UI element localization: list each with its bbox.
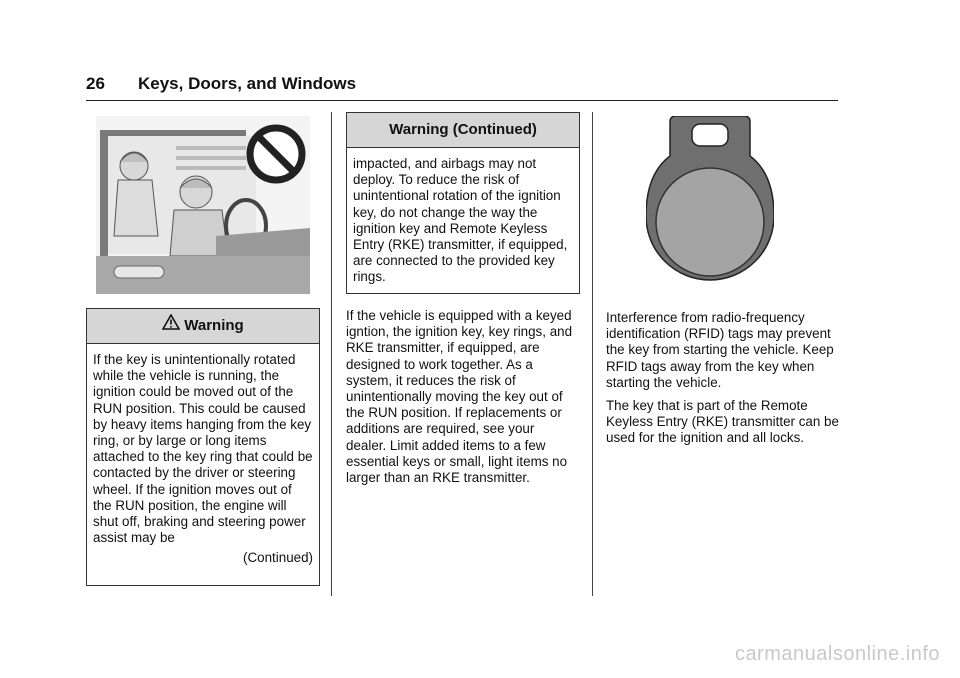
warning-continued: (Continued): [243, 550, 313, 566]
rfid-text: [606, 310, 842, 454]
warning-body: If the key is unintentionally rotated while the vehicle is running, the ignition could be moved out of the RUN position. This could be caused by heavy items hanging from the key ring, or by large or long items attached to the key ring that could be contacted by the driver or steering wheel. If the ignition moves out of the RUN position, the engine will shut off, braking and steering power assist may be: [93, 352, 313, 546]
rke-key-paragraph: The key that is part of the Remote Keyless Entry (RKE) transmitter can be used for the ignition and all locks.: [606, 398, 839, 446]
column-divider-right: [592, 112, 593, 596]
rfid-key-fob-illustration: [646, 116, 774, 296]
ignition-key-paragraph: If the vehicle is equipped with a keyed igntion, the ignition key, key rings, and RKE transmitter, if equipped, are designed to work together. As a system, it reduces the risk of unintentionally moving the key out of the RUN position. If replacements or additions are required, see your dealer. Limit added items to a few essential keys or small, light items no larger than an RKE transmitter.: [346, 308, 573, 486]
warning-title-text: Warning: [184, 317, 244, 334]
page-header: [86, 72, 838, 101]
page-number: 26: [86, 74, 105, 93]
warning-box: [86, 308, 320, 586]
warning-triangle-icon: [162, 309, 180, 343]
warning-continued-body: impacted, and airbags may not deploy. To reduce the risk of unintentional rotation of the ignition key, do not change the way the ignition key and Remote Keyless Entry (RKE) transmitter, if equipped, are connected to the provided key rings.: [353, 156, 568, 285]
section-title: Keys, Doors, and Windows: [138, 74, 357, 93]
warning-continued-box: [346, 112, 580, 294]
warning-continued-title: Warning (Continued): [347, 113, 579, 148]
rfid-paragraph: Interference from radio-frequency identification (RFID) tags may prevent the key from starting the vehicle. Keep RFID tags away from the key when starting the vehicle.: [606, 310, 834, 390]
watermark: carmanualsonline.info: [734, 643, 940, 665]
children-in-vehicle-illustration: [96, 116, 310, 294]
column-divider-left: [331, 112, 332, 596]
warning-title: [87, 309, 319, 344]
